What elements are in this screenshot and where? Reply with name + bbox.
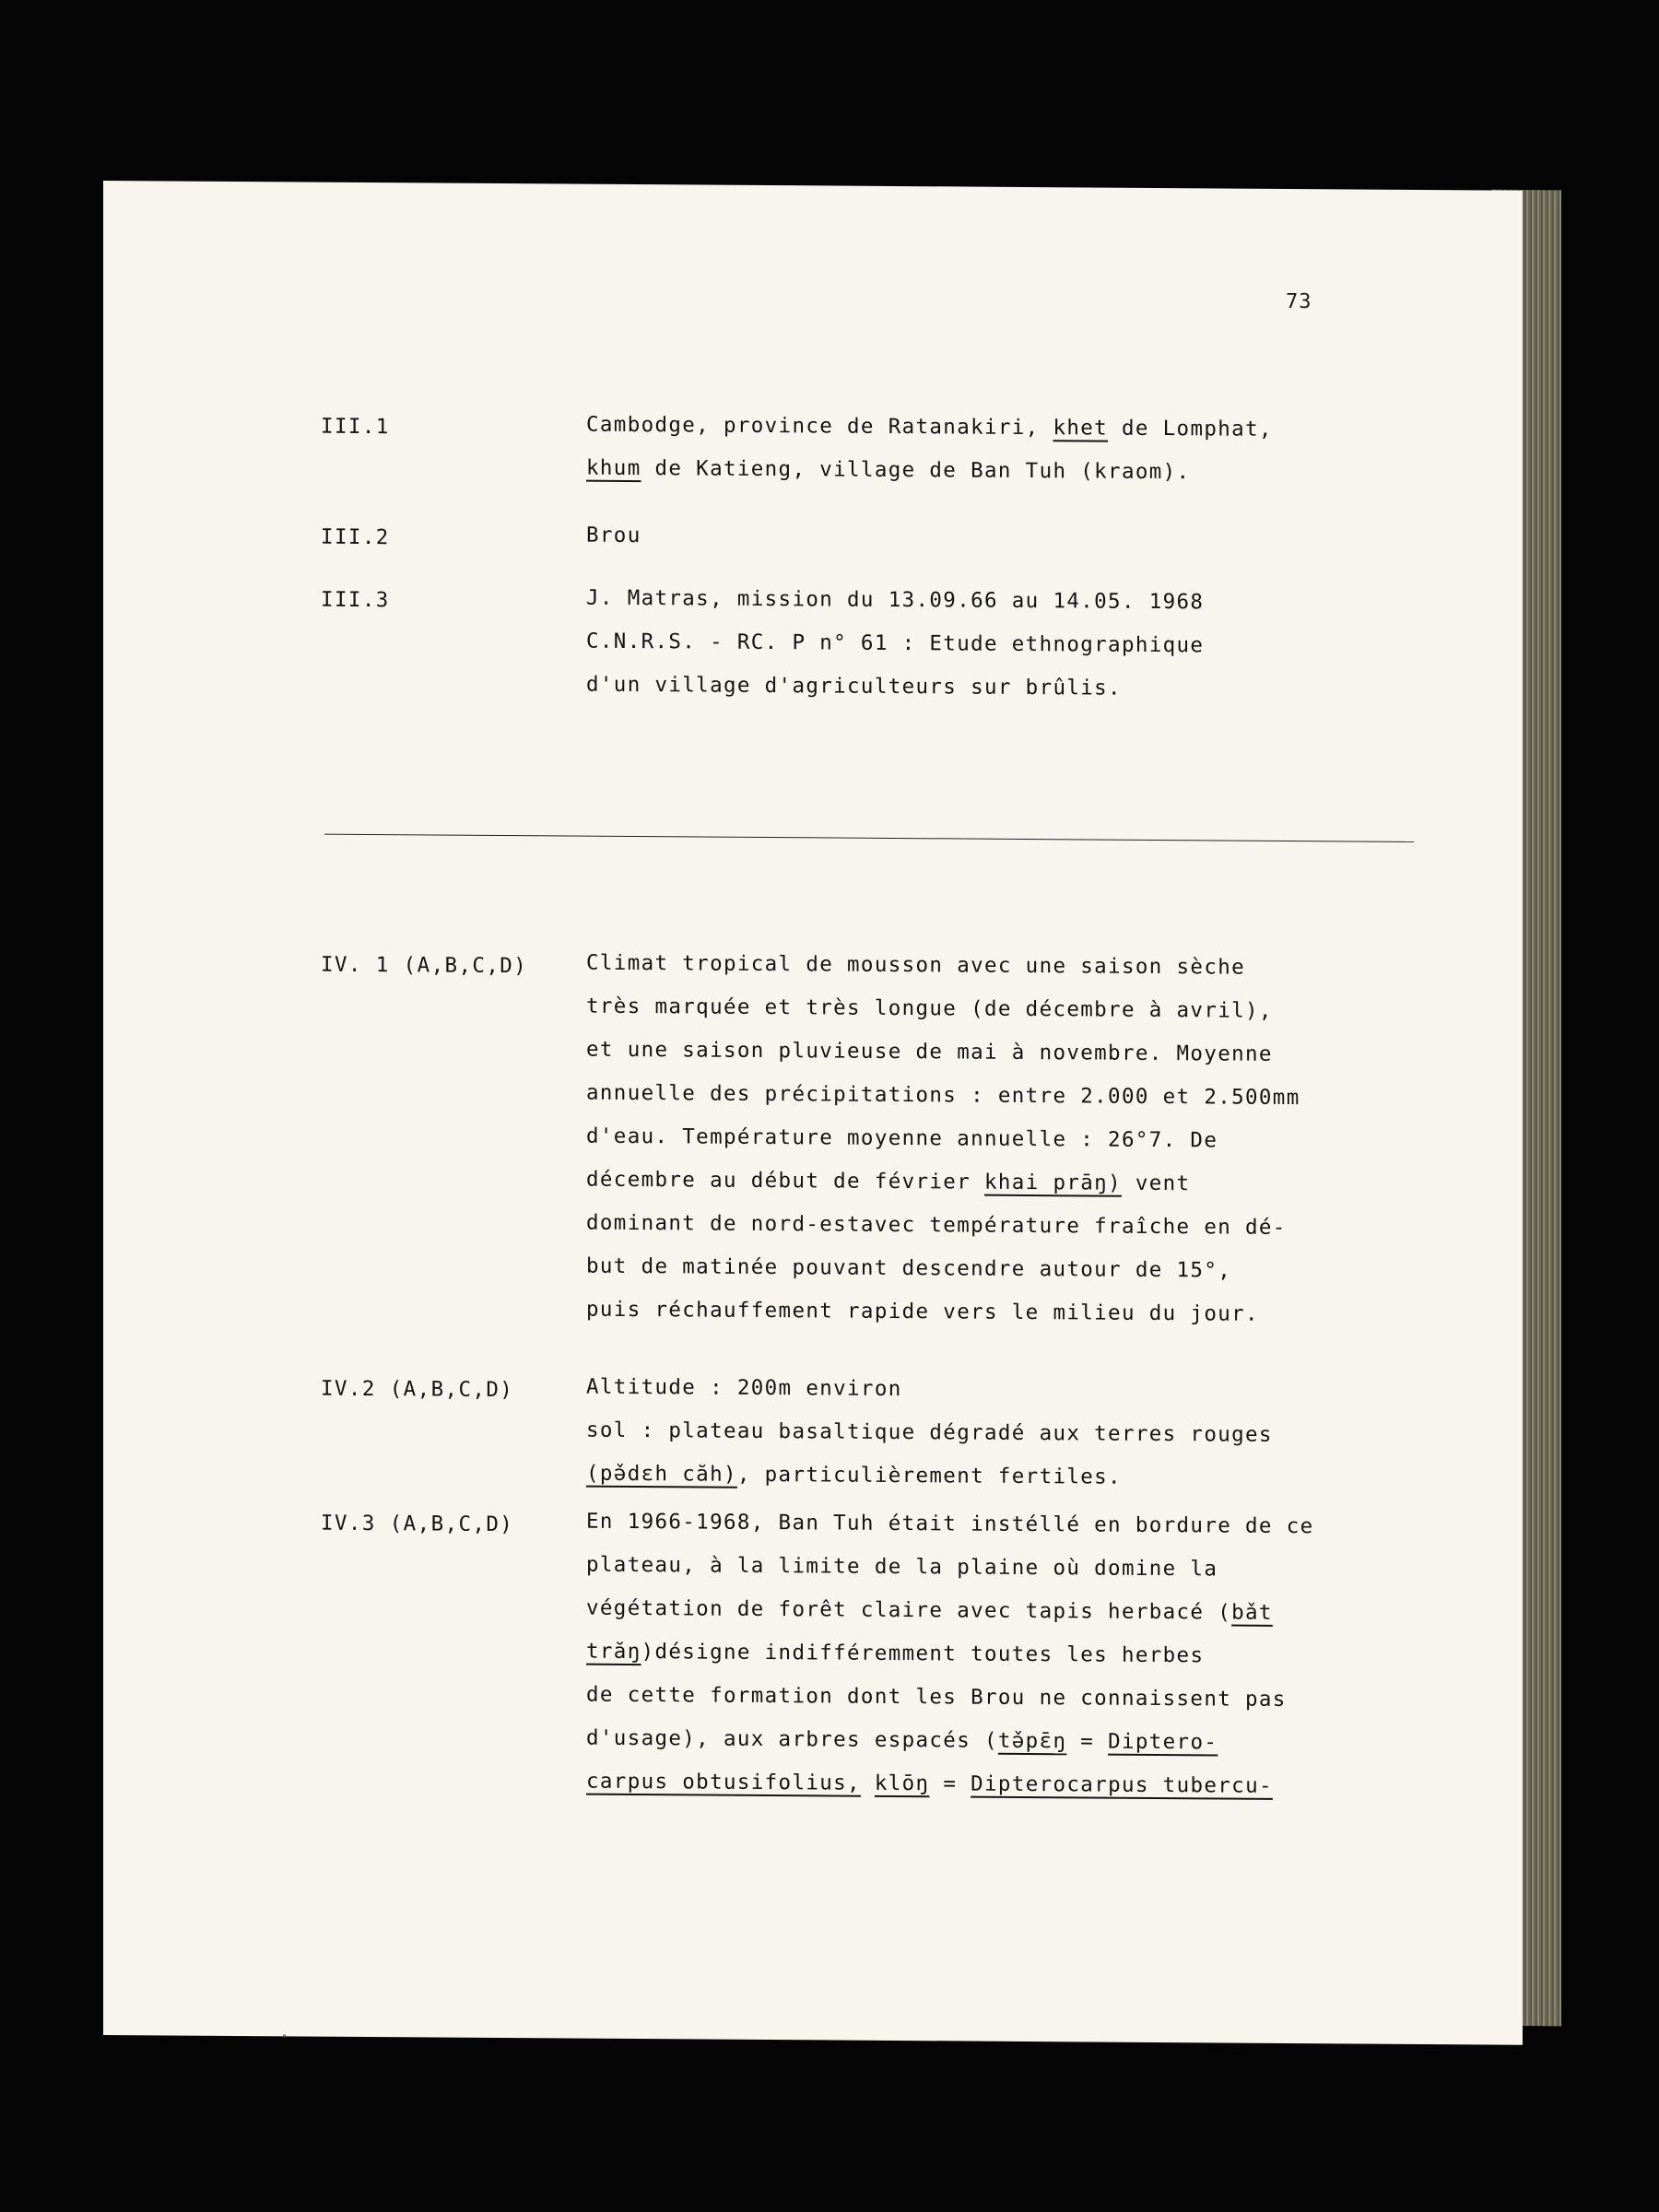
text-run: = [1066,1729,1109,1754]
text-run: de cette formation dont les Brou ne connaissent pas [586,1682,1287,1712]
underlined-term: (pə̌dɛh căh) [586,1461,737,1487]
underlined-term: trăŋ [586,1639,641,1665]
text-line [586,1245,1453,1295]
text-run: sol : plateau basaltique dégradé aux terres rouges [586,1418,1273,1447]
book-page [103,181,1523,2045]
entry-iv-2 [103,1374,1523,1489]
text-run: Altitude : 200m environ [586,1374,902,1402]
text-run: plateau, à la limite de la plaine où domine la [586,1552,1218,1582]
entry-iii-3 [103,585,1523,700]
text-run: C.N.R.S. - RC. P n° 61 : Etude ethnographique [586,629,1205,658]
entry-iv-1 [103,950,1523,1326]
underlined-term: Diptero- [1108,1729,1218,1755]
text-line [586,1115,1453,1165]
text-line [586,1029,1453,1078]
text-line [586,1366,1453,1416]
text-line [586,1544,1453,1594]
text-line [586,1288,1453,1338]
entry-iii-1 [103,412,1523,485]
underlined-term: Dipterocarpus tubercu- [971,1771,1273,1798]
text-run: Brou [586,523,641,548]
underlined-term: khet [1053,416,1109,441]
text-run [861,1771,875,1795]
entry-text [586,1500,1453,1810]
text-run: dominant de nord-estavec température fraîche en dé- [586,1210,1287,1240]
text-run: d'usage), aux arbres espacés ( [586,1725,998,1753]
underlined-term: klōŋ [874,1771,930,1796]
text-line [586,1630,1453,1680]
text-line [586,404,1453,453]
entry-label: III.2 [321,524,390,550]
entry-iii-2 [103,523,1523,550]
text-line [586,1500,1453,1550]
entry-label: IV.3 (A,B,C,D) [321,1511,514,1537]
text-run: décembre au début de février [586,1167,984,1194]
entry-text [586,404,1453,497]
text-run: d'eau. Température moyenne annuelle : 26°7. De [586,1124,1218,1153]
text-line [586,1587,1453,1637]
entry-label: III.1 [321,414,390,440]
text-line [586,985,1453,1035]
text-run: de Lomphat, [1108,416,1273,441]
text-line [586,620,1453,670]
entry-label: IV.2 (A,B,C,D) [321,1376,514,1403]
text-line [586,942,1453,992]
text-run: but de matinée pouvant descendre autour de 15°, [586,1253,1232,1283]
text-run: annuelle des précipitations : entre 2.000 et 2.500mm [586,1080,1300,1111]
text-run: J. Matras, mission du 13.09.66 au 14.05. 1968 [586,585,1205,615]
entry-text [586,1366,1453,1502]
text-run: et une saison pluvieuse de mai à novembre. Moyenne [586,1037,1273,1066]
text-run: végétation de forêt claire avec tapis herbacé ( [586,1595,1232,1625]
underlined-term: bǎt [1231,1600,1273,1625]
underlined-term: khai prāŋ) [984,1170,1122,1195]
speck [283,2034,286,2037]
text-run: vent [1121,1171,1191,1196]
text-run: Cambodge, province de Ratanakiri, [586,412,1053,441]
entry-text [586,514,1453,564]
text-run: , particulièrement fertiles. [736,1462,1122,1489]
text-line [586,447,1453,497]
text-run: d'un village d'agriculteurs sur brûlis. [586,672,1122,700]
text-line [586,1159,1453,1208]
text-line [586,1717,1453,1767]
text-run: de Katieng, village de Ban Tuh (kraom). [641,456,1191,485]
section-divider [324,834,1414,842]
text-run: En 1966-1968, Ban Tuh était instéllé en bordure de ce [586,1509,1314,1539]
text-run: Climat tropical de mousson avec une saison sèche [586,950,1246,980]
text-line [586,514,1453,564]
text-line [586,1760,1453,1810]
text-line [586,1409,1453,1459]
text-line [586,664,1453,713]
text-line [586,1072,1453,1122]
underlined-term: carpus obtusifolius, [586,1769,861,1795]
page-number: 73 [1286,289,1312,314]
text-run: )désigne indifféremment toutes les herbes [641,1640,1205,1668]
text-line [586,1453,1453,1502]
text-run: très marquée et très longue (de décembre à avril), [586,994,1273,1023]
text-line [586,1202,1453,1252]
entry-label: III.3 [321,587,390,613]
text-run: = [929,1771,971,1796]
entry-text [586,577,1453,713]
underlined-term: khum [586,455,641,481]
entry-label: IV. 1 (A,B,C,D) [321,952,528,979]
text-run: puis réchauffement rapide vers le milieu du jour. [586,1297,1259,1326]
text-line [586,577,1453,627]
entry-iv-3 [103,1509,1523,1798]
underlined-term: tə̌pɛ̄ŋ [997,1728,1067,1754]
text-line [586,1674,1453,1724]
entry-text [586,942,1453,1338]
